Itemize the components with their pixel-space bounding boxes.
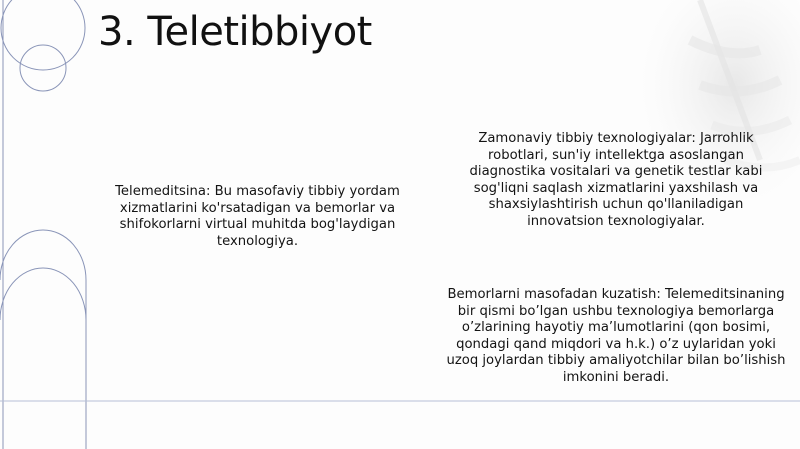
remote-monitoring-text: Bemorlarni masofadan kuzatish: Telemeditsinaning bir qismi bo’lgan ushbu texnologiya bemorlarga o’zlarining hayotiy ma’lumotlarini (qon bosimi, qondagi qand miqdori va h.k.) o’z uylaridan yoki uzoq joylardan tibbiy amaliyotchilar bilan bo’lishish imkonini beradi. bbox=[446, 287, 786, 385]
slide-title: 3. Teletibbiyot bbox=[98, 9, 372, 55]
telemedicine-text: Telemeditsina: Bu masofaviy tibbiy yordam xizmatlarini ko'rsatadigan va bemorlar va shifokorlarni virtual muhitda bog'laydigan texnologiya. bbox=[115, 184, 400, 249]
modern-technologies-text: Zamonaviy tibbiy texnologiyalar: Jarrohlik robotlari, sun'iy intellektga asoslangan diagnostika vositalari va genetik testlar kabi sog'liqni saqlash xizmatlarini yaxshilash va shaxsiylashtirish uchun qo'llaniladigan innovatsion texnologiyalar. bbox=[469, 131, 763, 229]
